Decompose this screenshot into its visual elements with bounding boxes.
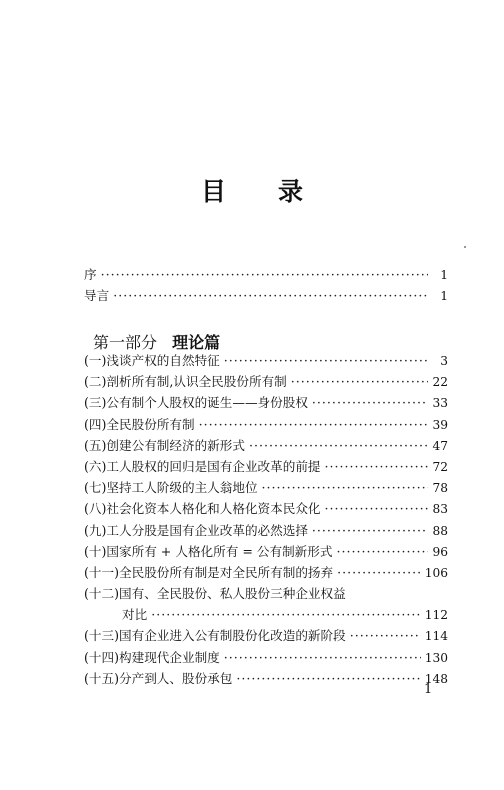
toc-entry-label: (五)创建公有制经济的新形式 xyxy=(84,437,245,453)
toc-entry[interactable] xyxy=(84,520,448,541)
leader-dots xyxy=(262,480,428,495)
toc-entry[interactable] xyxy=(84,668,448,689)
toc-entry-label: 导言 xyxy=(84,288,110,304)
toc-entry[interactable] xyxy=(84,392,448,413)
toc-entry-page: 83 xyxy=(432,502,448,517)
leader-dots xyxy=(325,459,428,474)
toc-entry[interactable] xyxy=(84,625,448,646)
leader-dots xyxy=(312,395,428,410)
toc-entry-label: (十)国家所有 + 人格化所有 = 公有制新形式 xyxy=(84,543,333,559)
leader-dots xyxy=(224,353,428,368)
toc-entry[interactable] xyxy=(84,541,448,562)
toc-entry-page: 72 xyxy=(432,459,448,474)
toc-entry-page: 78 xyxy=(432,481,448,496)
leader-dots xyxy=(236,671,420,686)
toc-entry[interactable] xyxy=(84,371,448,392)
toc-entry-label: (四)全民股份所有制 xyxy=(84,416,195,432)
toc-entry-page: 22 xyxy=(432,375,448,390)
toc-entry-page: 33 xyxy=(432,396,448,411)
toc-entry-label: 对比 xyxy=(122,607,148,623)
title-char-2: 录 xyxy=(278,177,304,206)
toc-entry-page: 148 xyxy=(424,671,448,686)
leader-dots xyxy=(325,501,428,516)
toc-entry-label: (二)剖析所有制,认识全民股份所有制 xyxy=(84,374,287,390)
toc-front-matter xyxy=(84,264,448,306)
toc-entry[interactable] xyxy=(84,435,448,456)
toc-entry-label: (十五)分产到人、股份承包 xyxy=(84,670,233,686)
toc-entry[interactable] xyxy=(84,414,448,435)
toc-entry[interactable] xyxy=(84,562,448,583)
toc-entry-page: 39 xyxy=(432,417,448,432)
toc-entry[interactable] xyxy=(84,456,448,477)
toc-entry-page: 3 xyxy=(440,354,448,368)
toc-entry[interactable] xyxy=(84,647,448,668)
toc-entry-label: (八)社会化资本人格化和人格化资本民众化 xyxy=(84,501,321,517)
leader-dots xyxy=(312,523,428,538)
toc-entry-label: (一)浅谈产权的自然特征 xyxy=(84,353,220,368)
toc-entry-page: 1 xyxy=(440,268,448,282)
leader-dots xyxy=(224,650,421,665)
toc-entry[interactable] xyxy=(84,477,448,498)
toc-entry[interactable] xyxy=(84,264,448,285)
toc-part-one xyxy=(84,350,448,689)
title-char-1: 目 xyxy=(200,177,226,206)
leader-dots xyxy=(199,417,428,432)
toc-entry-page: 112 xyxy=(424,608,448,623)
leader-dots xyxy=(336,544,428,559)
toc-entry-page: 130 xyxy=(424,650,448,665)
part-label: 第一部分 xyxy=(93,333,158,352)
page-number: 1 xyxy=(424,682,433,697)
leader-dots xyxy=(291,374,428,389)
part-name: 理论篇 xyxy=(172,333,221,352)
toc-entry[interactable] xyxy=(84,350,448,371)
toc-entry-continuation[interactable] xyxy=(84,604,448,625)
toc-entry[interactable] xyxy=(84,498,448,519)
toc-entry[interactable] xyxy=(84,285,448,306)
leader-dots xyxy=(350,628,421,643)
toc-entry-page: 1 xyxy=(440,289,448,304)
leader-dots xyxy=(113,288,428,303)
leader-dots xyxy=(101,267,428,282)
leader-dots xyxy=(151,607,421,622)
toc-entry-label: (三)公有制个人股权的诞生——身份股权 xyxy=(84,395,308,411)
toc-entry-page: 47 xyxy=(432,438,448,453)
print-speck xyxy=(464,246,466,248)
page-title xyxy=(0,172,504,208)
leader-dots xyxy=(249,438,428,453)
toc-entry-label: (十二)国有、全民股份、私人股份三种企业权益 xyxy=(84,586,346,602)
toc-entry-label: 序 xyxy=(84,267,97,282)
toc-entry-page: 106 xyxy=(424,565,448,580)
toc-entry-label: (十四)构建现代企业制度 xyxy=(84,649,220,665)
toc-entry-label: (十一)全民股份所有制是对全民所有制的扬弃 xyxy=(84,564,334,580)
toc-entry-label: (九)工人分股是国有企业改革的必然选择 xyxy=(84,522,308,538)
leader-dots xyxy=(337,565,421,580)
toc-entry-page: 114 xyxy=(424,629,448,644)
toc-entry-page: 88 xyxy=(432,523,448,538)
toc-entry-label: (六)工人股权的回归是国有企业改革的前提 xyxy=(84,458,321,474)
toc-entry-label: (七)坚持工人阶级的主人翁地位 xyxy=(84,480,258,496)
toc-entry[interactable] xyxy=(84,583,448,604)
toc-entry-label: (十三)国有企业进入公有制股份化改造的新阶段 xyxy=(84,628,346,644)
toc-entry-page: 96 xyxy=(432,544,448,559)
